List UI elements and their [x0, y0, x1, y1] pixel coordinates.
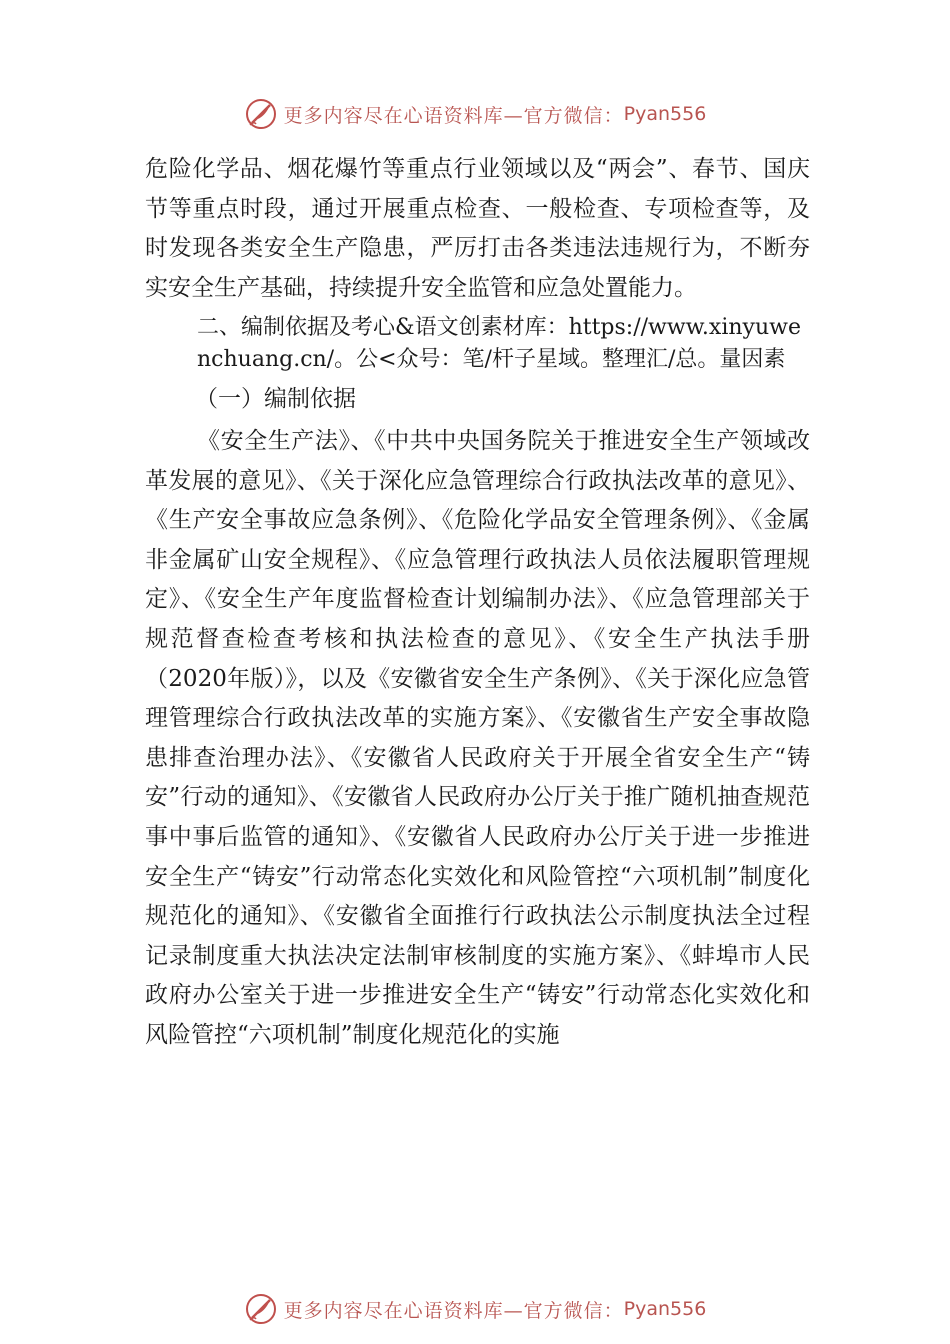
section-heading: 二、编制依据及考心&语文创素材库：https://www.xinyuwenchuang.cn/。公<众号：笔/杆子星域。整理汇/总。量因素 — [197, 315, 801, 373]
paragraph-intro: 危险化学品、烟花爆竹等重点行业领域以及“两会”、春节、国庆节等重点时段，通过开展重点检查、一般检查、专项检查等，及时发现各类安全生产隐患，严厉打击各类违法违规行为，不断夯实安全生产基础，持续提升安全监管和应急处置能力。 — [145, 156, 810, 301]
sub-heading: （一）编制依据 — [195, 386, 356, 413]
watermark-text: 更多内容尽在心语资料库—官方微信： — [283, 104, 624, 127]
watermark-wechat-id: Pyan556 — [623, 1298, 707, 1320]
watermark-footer — [0, 1289, 950, 1329]
watermark-wechat-id: Pyan556 — [623, 103, 707, 125]
watermark-text: 更多内容尽在心语资料库—官方微信： — [283, 1299, 624, 1322]
document-body — [145, 150, 810, 1055]
watermark-header — [0, 94, 950, 134]
quill-pen-logo-icon — [244, 1292, 278, 1326]
quill-pen-logo-icon — [244, 97, 278, 131]
paragraph-basis: 《安全生产法》、《中共中央国务院关于推进安全生产领域改革发展的意见》、《关于深化应急管理综合行政执法改革的意见》、《生产安全事故应急条例》、《危险化学品安全管理条例》、《金属非金属矿山安全规程》、《应急管理行政执法人员依法履职管理规定》、《安全生产年度监督检查计划编制办法》、《应急管理部关于规范督查检查考核和执法检查的意见》、《安全生产执法手册（2020年版）》，以及《安徽省安全生产条例》、《关于深化应急管理管理综合行政执法改革的实施方案》、《安徽省生产安全事故隐患排查治理办法》、《安徽省人民政府关于开展全省安全生产“铸安”行动的通知》、《安徽省人民政府办公厅关于推广随机抽查规范事中事后监管的通知》、《安徽省人民政府办公厅关于进一步推进安全生产“铸安”行动常态化实效化和风险管控“六项机制”制度化规范化的通知》、《安徽省全面推行行政执法公示制度执法全过程记录制度重大执法决定法制审核制度的实施方案》、《蚌埠市人民政府办公室关于进一步推进安全生产“铸安”行动常态化实效化和风险管控“六项机制”制度化规范化的实施 — [145, 427, 810, 1048]
